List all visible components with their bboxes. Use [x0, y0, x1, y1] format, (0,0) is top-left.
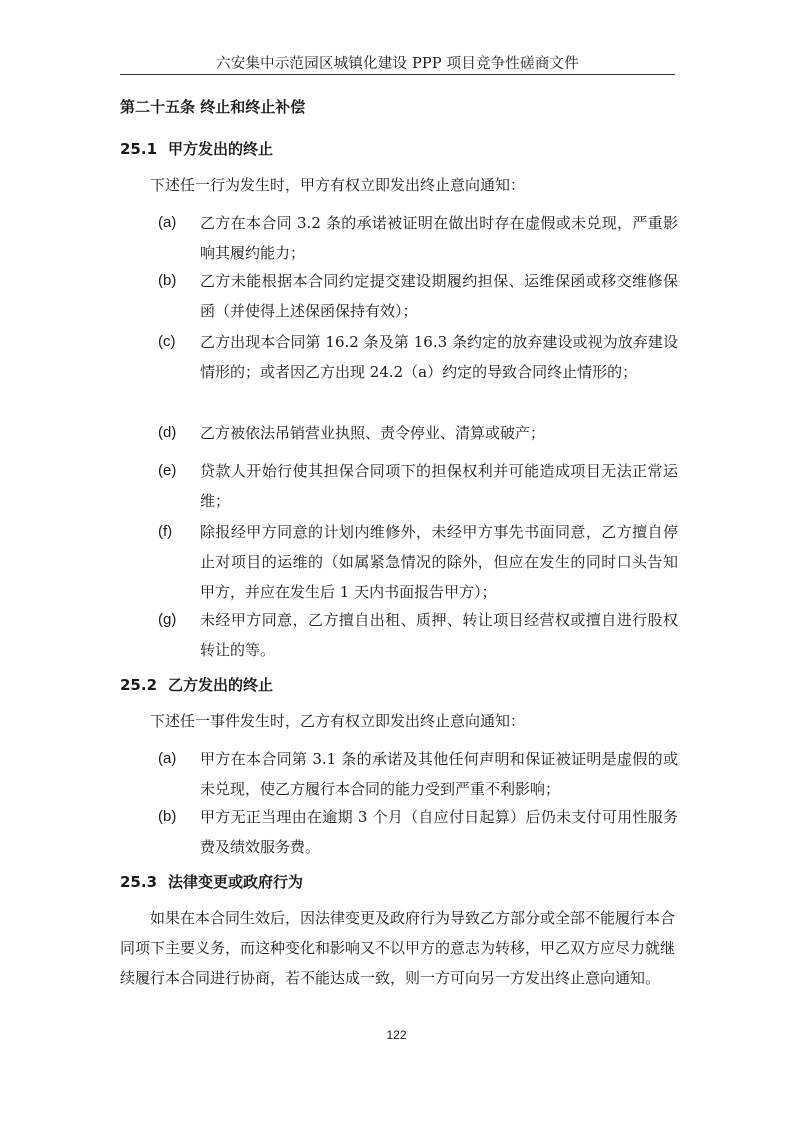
list-item-label: (a)	[158, 750, 177, 767]
list-item-text: 贷款人开始行使其担保合同项下的担保权利并可能造成项目无法正常运维；	[200, 462, 678, 510]
section-title: 乙方发出的终止	[168, 676, 274, 694]
section-number: 25.3	[120, 873, 158, 891]
list-item-label: (e)	[158, 462, 177, 479]
list-item-text: 甲方在本合同第 3.1 条的承诺及其他任何声明和保证被证明是虚假的或未兑现，使乙方履行本合同的能力受到严重不利影响；	[200, 750, 678, 798]
list-item-label: (b)	[158, 272, 177, 289]
list-item-label: (f)	[158, 523, 173, 540]
list-item-label: (d)	[158, 424, 177, 441]
list-item-text: 乙方出现本合同第 16.2 条及第 16.3 条约定的放弃建设或视为放弃建设情形的；或者因乙方出现 24.2（a）约定的导致合同终止情形的；	[200, 333, 678, 381]
list-item-text: 乙方在本合同 3.2 条的承诺被证明在做出时存在虚假或未兑现，严重影响其履约能力；	[200, 214, 678, 262]
section-number: 25.2	[120, 676, 158, 694]
list-item-text: 乙方被依法吊销营业执照、责令停业、清算或破产；	[200, 424, 546, 442]
section-number: 25.1	[120, 140, 158, 158]
header-divider	[120, 74, 675, 75]
list-item-label: (c)	[158, 333, 176, 350]
section-title: 甲方发出的终止	[168, 140, 274, 158]
section-title: 法律变更或政府行为	[168, 873, 304, 891]
section-intro: 下述任一事件发生时，乙方有权立即发出终止意向通知：	[150, 712, 526, 730]
section-heading-25-2	[120, 674, 273, 695]
list-item-text: 甲方无正当理由在逾期 3 个月（自应付日起算）后仍未支付可用性服务费及绩效服务费。	[200, 808, 678, 856]
page-number: 122	[386, 1028, 407, 1042]
section-heading-25-3	[120, 871, 303, 892]
list-item-text: 除报经甲方同意的计划内维修外，未经甲方事先书面同意，乙方擅自停止对项目的运维的（如属紧急情况的除外，但应在发生的同时口头告知甲方，并应在发生后 1 天内书面报告甲方）；	[200, 523, 678, 601]
list-item-label: (b)	[158, 808, 177, 825]
list-item-label: (g)	[158, 611, 177, 628]
list-item-label: (a)	[158, 214, 177, 231]
section-body: 如果在本合同生效后，因法律变更及政府行为导致乙方部分或全部不能履行本合同项下主要义务，而这种变化和影响又不以甲方的意志为转移，甲乙双方应尽力就继续履行本合同进行协商，若不能达成一致，则一方可向另一方发出终止意向通知。	[120, 909, 676, 987]
section-intro: 下述任一行为发生时，甲方有权立即发出终止意向通知：	[150, 176, 526, 194]
article-title: 第二十五条 终止和终止补偿	[120, 98, 306, 116]
list-item-text: 未经甲方同意，乙方擅自出租、质押、转让项目经营权或擅自进行股权转让的等。	[200, 611, 678, 659]
list-item-text: 乙方未能根据本合同约定提交建设期履约担保、运维保函或移交维修保函（并使得上述保函保持有效）；	[200, 272, 678, 320]
document-header: 六安集中示范园区城镇化建设 PPP 项目竞争性磋商文件	[216, 56, 579, 72]
section-heading-25-1	[120, 138, 273, 159]
